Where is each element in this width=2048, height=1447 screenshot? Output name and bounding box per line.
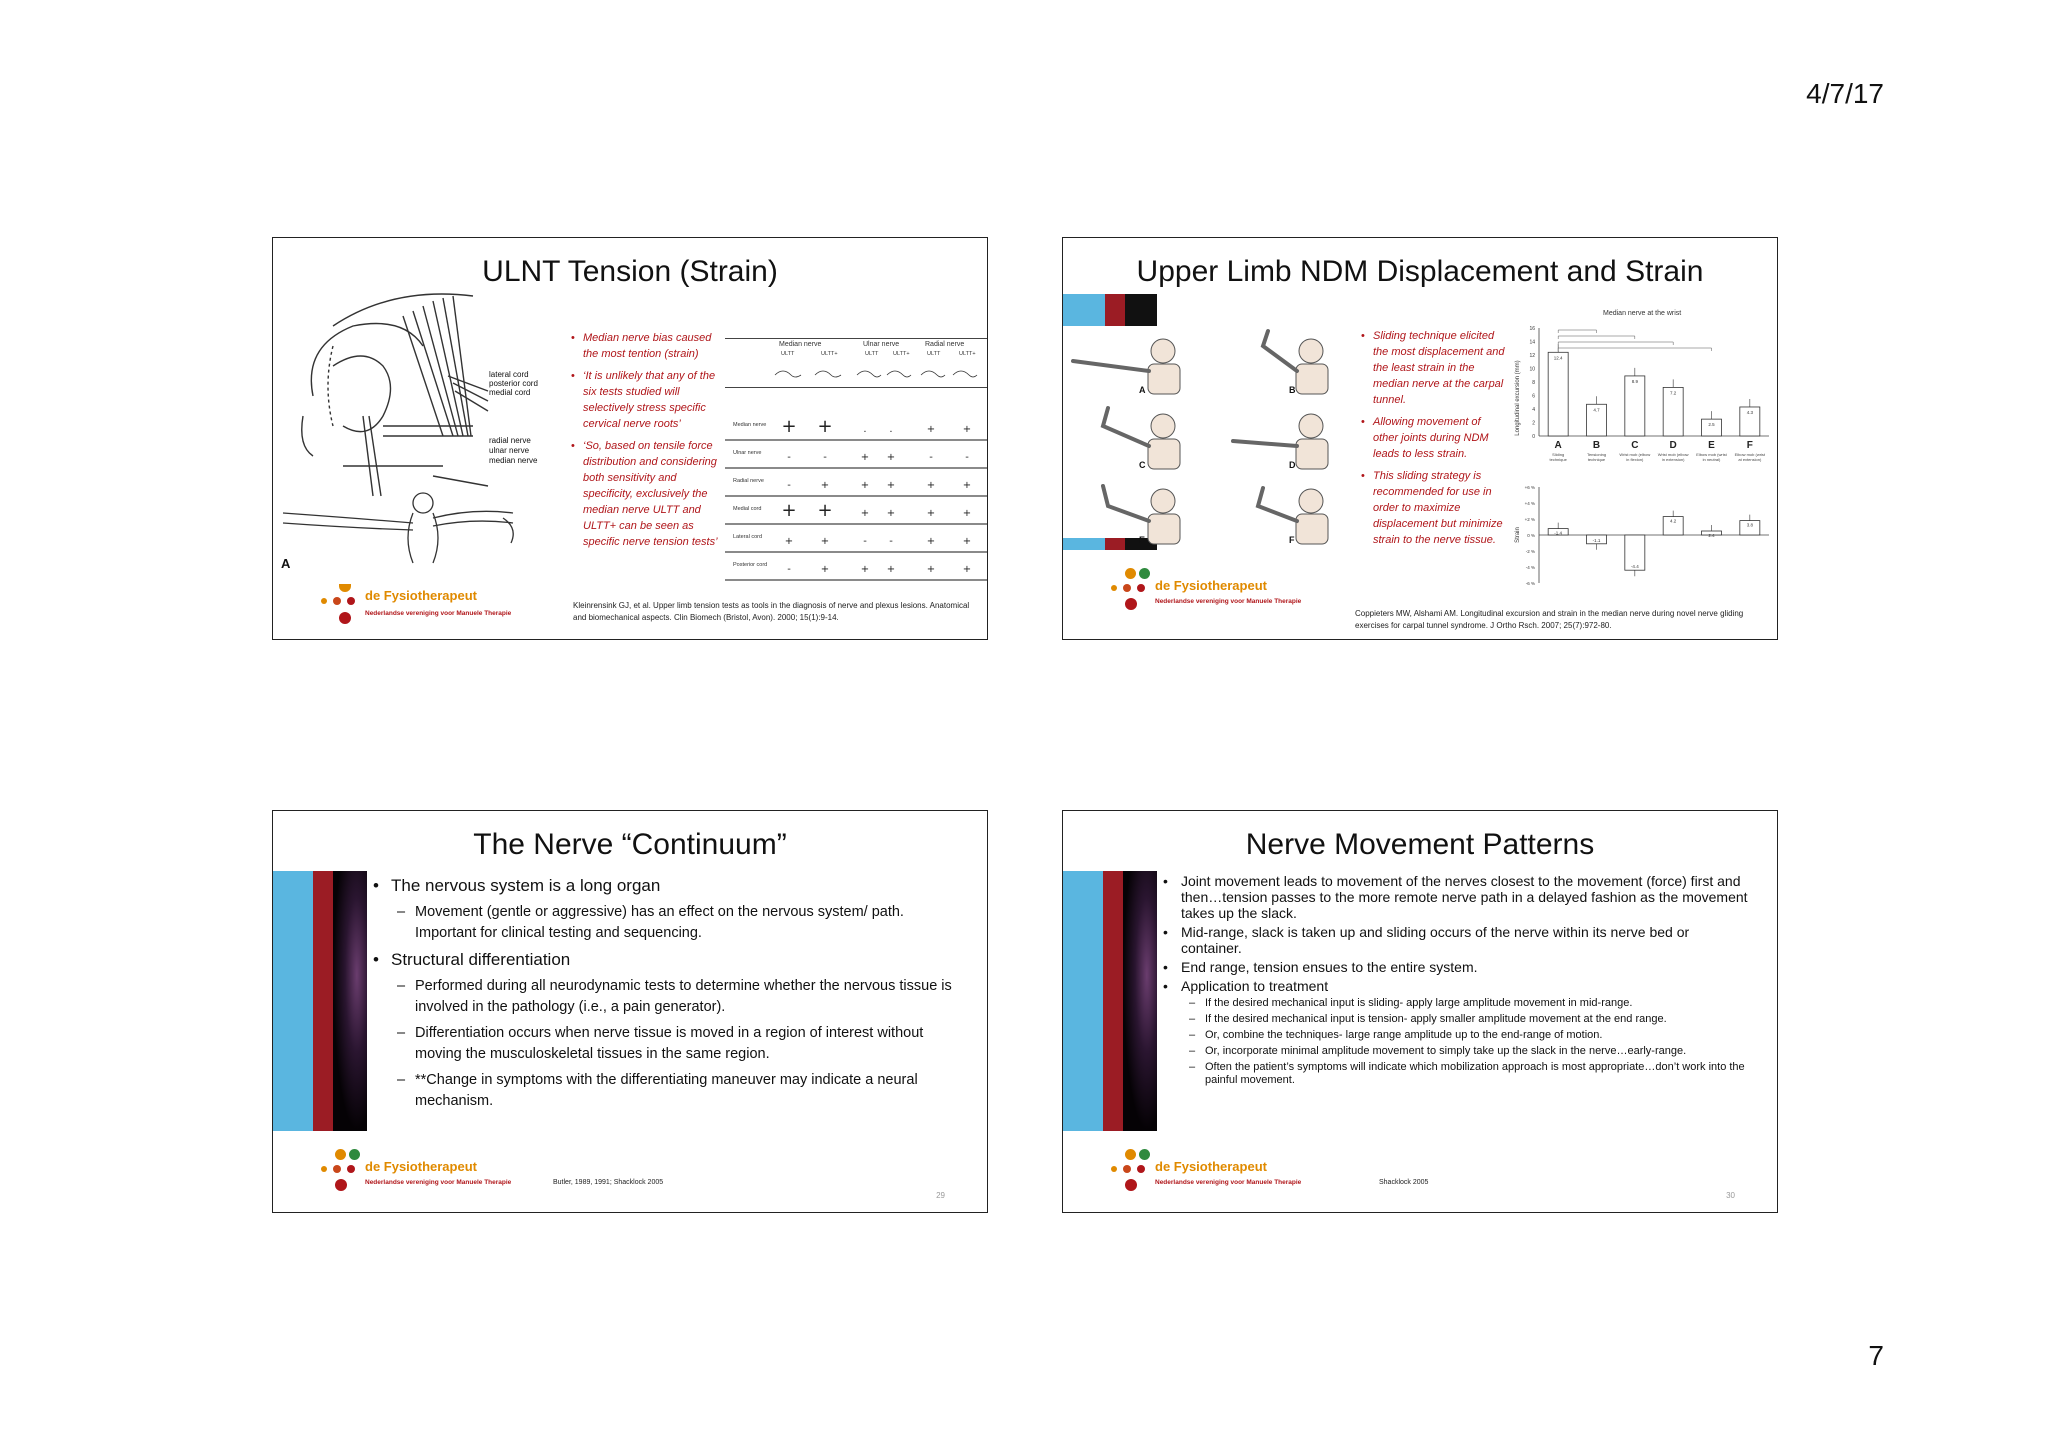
logo-dot	[339, 612, 351, 624]
logo-dot	[1139, 568, 1150, 579]
excursion-chart	[1511, 318, 1775, 478]
limb-pose-icons	[725, 361, 988, 387]
logo-dot	[1139, 1149, 1150, 1160]
subhead: ULTT	[927, 351, 941, 357]
table-row-label: Lateral cord	[733, 534, 763, 540]
bullet-item: • Sliding technique elicited the most displacement and the least strain in the median nerve at the carpal tunnel.	[1373, 328, 1507, 408]
table-cell: +	[886, 508, 896, 519]
list-item: – Or, incorporate minimal amplitude movement to simply take up the slack in the nerve…early-range.	[1161, 1045, 1751, 1058]
stripe-blue	[273, 871, 313, 1131]
y-tick-label: 2	[1532, 420, 1535, 427]
data-label: 4.7	[1593, 407, 1600, 413]
data-label: 8.9	[1631, 378, 1638, 384]
logo-dot	[349, 1149, 360, 1160]
y-tick-label: 12	[1529, 353, 1535, 359]
y-tick-label: 6	[1532, 393, 1535, 400]
table-cell: +	[886, 452, 896, 463]
photo-label-d: D	[1289, 460, 1296, 470]
brand-subtitle: Nederlandse vereniging voor Manuele Therapie	[365, 1179, 512, 1186]
list-item: • The nervous system is a long organ	[371, 875, 961, 896]
label-radial-nerve: radial nerve	[489, 436, 531, 445]
slide-ndm-displacement	[1062, 237, 1778, 640]
group-ulnar: Ulnar nerve	[863, 341, 900, 348]
chart-title: Median nerve at the wrist	[1603, 310, 1682, 317]
table-cell: +	[926, 424, 936, 435]
tension-table	[725, 338, 988, 388]
slide-number: 30	[1726, 1191, 1735, 1200]
subhead: ULTT+	[893, 351, 910, 357]
citation: Kleinrensink GJ, et al. Upper limb tension tests as tools in the diagnosis of nerve and plexus lesions. Anatomical and biomechanical aspects. Clin Biomech (Bristol, Avon). 2000; 15(1):9-14.	[573, 601, 970, 622]
y-tick-label: 14	[1529, 339, 1535, 346]
logo-dot	[321, 1166, 327, 1172]
list-item: – If the desired mechanical input is tension- apply smaller amplitude movement at the end range.	[1161, 1013, 1751, 1026]
category-description: in extension)	[1661, 457, 1685, 462]
category-description: technique	[1549, 457, 1567, 462]
table-cell: -	[863, 536, 867, 547]
y-tick-label: 16	[1529, 326, 1535, 332]
y-tick-label: 8	[1532, 380, 1535, 386]
page-date: 4/7/17	[1806, 78, 1884, 109]
photo-label-f: F	[1289, 535, 1295, 545]
citation: Butler, 1989, 1991; Shacklock 2005	[553, 1179, 664, 1186]
brand-name: de Fysiotherapeut	[1155, 1159, 1267, 1174]
color-stripe	[273, 871, 367, 1131]
logo-dot	[339, 584, 351, 592]
bar	[1625, 376, 1645, 436]
subhead: ULTT+	[959, 351, 976, 357]
list-item: – **Change in symptoms with the differentiating maneuver may indicate a neural mechanism.	[371, 1070, 961, 1112]
data-label: 7.2	[1670, 390, 1677, 396]
table-cell: +	[962, 536, 972, 547]
slide-title: ULNT Tension (Strain)	[482, 255, 778, 288]
y-tick-label: +4 %	[1524, 501, 1535, 506]
table-cell: .	[889, 424, 893, 435]
list-item: • Mid-range, slack is taken up and sliding occurs of the nerve within its nerve bed or container.	[1161, 924, 1751, 956]
data-label: 4.3	[1746, 409, 1753, 415]
stripe-red	[313, 871, 333, 1131]
logo-dot	[1111, 585, 1117, 591]
data-label: 4.2	[1670, 518, 1677, 524]
slide-title: Nerve Movement Patterns	[1245, 828, 1595, 861]
subhead: ULTT+	[821, 351, 838, 357]
data-label: 12.4	[1553, 355, 1563, 361]
y-tick-label: 0 %	[1527, 533, 1535, 538]
list-item: – Differentiation occurs when nerve tissue is moved in a region of interest without moving the musculoskeletal tissues in the same region.	[371, 1023, 961, 1065]
figure-label: A	[281, 556, 291, 571]
table-cell: +	[817, 500, 833, 521]
table-row-label: Radial nerve	[733, 478, 764, 484]
logo-dot	[1123, 1165, 1131, 1173]
y-tick-label: -2 %	[1525, 549, 1535, 554]
brand-logo	[1107, 1149, 1347, 1195]
brand-logo	[1107, 568, 1347, 614]
brand-name: de Fysiotherapeut	[365, 1159, 477, 1174]
table-cell: +	[886, 480, 896, 491]
table-cell: +	[886, 564, 896, 575]
table-cell: +	[781, 500, 797, 521]
bullet-item: • ‘So, based on tensile force distribution and considering both sensitivity and specificity, exclusively the median nerve ULTT and ULTT+ can be seen as specific nerve tension tests’	[583, 438, 721, 550]
slide-number: 29	[936, 1191, 945, 1200]
slide2-bullets	[1359, 328, 1507, 554]
table-cell: +	[820, 480, 830, 491]
table-cell: +	[820, 536, 830, 547]
label-medial-cord: medial cord	[489, 388, 531, 397]
table-cell: +	[962, 424, 972, 435]
anatomy-labels-lower	[489, 436, 537, 466]
label-median-nerve: median nerve	[489, 456, 538, 465]
table-cell: -	[965, 452, 969, 463]
y-axis-label: Strain	[1515, 527, 1521, 543]
table-cell: -	[787, 564, 791, 575]
significance-bracket	[1558, 330, 1596, 333]
list-item: – Performed during all neurodynamic tests to determine whether the nervous tissue is involved in the pathology (i.e., a pain generator).	[371, 976, 961, 1018]
table-cell: +	[781, 416, 797, 437]
label-lateral-cord: lateral cord	[489, 370, 529, 379]
table-row-label: Median nerve	[733, 422, 767, 428]
logo-dot	[347, 1165, 355, 1173]
x-tick-label: A	[1554, 440, 1562, 451]
slide-nerve-continuum	[272, 810, 988, 1213]
table-cell: +	[820, 564, 830, 575]
stripe-black	[333, 871, 367, 1131]
table-cell: +	[926, 536, 936, 547]
y-tick-label: 10	[1529, 366, 1535, 373]
brand-subtitle: Nederlandse vereniging voor Manuele Therapie	[1155, 1179, 1302, 1186]
brand-subtitle: Nederlandse vereniging voor Manuele Therapie	[1155, 598, 1302, 605]
slide-title: Upper Limb NDM Displacement and Strain	[1136, 255, 1704, 288]
slide4-body	[1161, 873, 1751, 1090]
stripe-red	[1105, 294, 1125, 326]
stripe-black	[1125, 294, 1157, 326]
y-tick-label: +6 %	[1524, 485, 1535, 490]
table-row-label: Medial cord	[733, 506, 762, 512]
y-tick-label: -4 %	[1525, 565, 1535, 570]
category-description: Tensioning	[1586, 452, 1607, 457]
table-row-label: Ulnar nerve	[733, 450, 762, 456]
stripe-red	[1103, 871, 1123, 1131]
table-cell: +	[962, 564, 972, 575]
photo-label-a: A	[1139, 385, 1146, 395]
group-median: Median nerve	[779, 341, 822, 348]
color-stripe	[1063, 871, 1157, 1131]
group-radial: Radial nerve	[925, 341, 965, 348]
logo-dot	[1111, 1166, 1117, 1172]
tension-table-rows	[725, 414, 988, 582]
category-description: Wrist mob (elbow	[1657, 452, 1689, 457]
brachial-plexus-illustration	[273, 286, 553, 516]
table-cell: +	[860, 480, 870, 491]
slide-nerve-movement-patterns	[1062, 810, 1778, 1213]
logo-dot	[333, 1165, 341, 1173]
y-tick-label: +2 %	[1524, 517, 1535, 522]
bullet-item: • Median nerve bias caused the most tention (strain)	[583, 330, 721, 362]
photo-label-b: B	[1289, 385, 1296, 395]
list-item: • End range, tension ensues to the entire system.	[1161, 959, 1751, 975]
label-posterior-cord: posterior cord	[489, 379, 538, 388]
bullet-item: • Allowing movement of other joints during NDM leads to less strain.	[1373, 414, 1507, 462]
data-label: -1.4	[1554, 530, 1563, 536]
logo-dot	[1125, 1149, 1136, 1160]
list-item: – If the desired mechanical input is sliding- apply large amplitude movement in mid-range.	[1161, 997, 1751, 1010]
category-description: at extension)	[1738, 457, 1762, 462]
exercise-photos	[1063, 326, 1363, 546]
list-item: – Movement (gentle or aggressive) has an effect on the nervous system/ path. Important for clinical testing and sequencing.	[371, 902, 961, 944]
photo-label-e: E	[1139, 535, 1146, 545]
logo-dot	[333, 597, 341, 605]
category-description: Sliding	[1552, 452, 1565, 457]
data-label: 2.4	[1708, 533, 1715, 538]
table-cell: -	[787, 480, 791, 491]
list-item: • Joint movement leads to movement of the nerves closest to the movement (force) first and then…tension passes to the more remote nerve path in a delayed fashion as the movement takes up the slack.	[1161, 873, 1751, 921]
table-cell: +	[860, 508, 870, 519]
y-axis-label: Longitudinal excursion (mm)	[1515, 360, 1521, 436]
category-description: Elbow mob (wrist	[1734, 452, 1766, 457]
logo-dot	[1125, 598, 1137, 610]
bullet-item: • ‘It is unlikely that any of the six tests studied will selectively stress specific cervical nerve roots’	[583, 368, 721, 432]
slide3-body	[371, 875, 961, 1117]
photo-label-c: C	[1139, 460, 1146, 470]
y-tick-label: 4	[1532, 407, 1535, 413]
data-label: -4.4	[1630, 564, 1639, 570]
table-cell: +	[784, 536, 794, 547]
page-number: 7	[1868, 1340, 1884, 1371]
table-cell: +	[926, 508, 936, 519]
list-item: • Structural differentiation	[371, 949, 961, 970]
citation: Shacklock 2005	[1379, 1179, 1429, 1186]
brand-name: de Fysiotherapeut	[365, 588, 477, 603]
logo-dot	[335, 1149, 346, 1160]
label-ulnar-nerve: ulnar nerve	[489, 446, 530, 455]
slide1-bullets	[569, 330, 721, 556]
table-cell: +	[926, 480, 936, 491]
logo-dot	[1137, 584, 1145, 592]
table-row-label: Posterior cord	[733, 562, 768, 568]
subhead: ULTT	[865, 351, 879, 357]
table-cell: -	[929, 452, 933, 463]
logo-dot	[347, 597, 355, 605]
citation: Coppieters MW, Alshami AM. Longitudinal excursion and strain in the median nerve during novel nerve gliding exercises for carpal tunnel syndrome. J Ortho Rsch. 2007; 25(7):972-80.	[1355, 609, 1744, 630]
logo-dot	[1137, 1165, 1145, 1173]
anatomy-labels	[489, 370, 538, 397]
category-description: Elbow mob (wrist	[1696, 452, 1727, 457]
ulnt-figure-illustration	[273, 488, 533, 568]
x-tick-label: B	[1592, 440, 1601, 451]
category-description: in neutral)	[1702, 457, 1721, 462]
stripe-blue	[1063, 294, 1105, 326]
list-item: • Application to treatment	[1161, 978, 1751, 994]
table-cell: -	[889, 536, 893, 547]
y-tick-label: 0	[1532, 434, 1535, 440]
table-cell: -	[787, 452, 791, 463]
significance-bracket	[1558, 342, 1673, 345]
category-description: technique	[1587, 457, 1606, 462]
y-tick-label: -6 %	[1525, 581, 1535, 586]
x-tick-label: E	[1708, 440, 1715, 451]
significance-bracket	[1558, 336, 1635, 339]
table-cell: +	[860, 564, 870, 575]
table-cell: +	[817, 416, 833, 437]
logo-dot	[335, 1179, 347, 1191]
list-item: – Or, combine the techniques- large range amplitude up to the end-range of motion.	[1161, 1029, 1751, 1042]
brand-logo	[317, 586, 557, 632]
x-tick-label: F	[1746, 440, 1753, 451]
category-description: Wrist mob (elbow	[1619, 452, 1651, 457]
data-label: -1.1	[1592, 537, 1601, 543]
list-item: – Often the patient’s symptoms will indicate which mobilization approach is most appropriate…don’t work into the painful movement.	[1161, 1061, 1751, 1087]
logo-dot	[321, 598, 327, 604]
brand-name: de Fysiotherapeut	[1155, 578, 1267, 593]
subhead: ULTT	[781, 351, 795, 357]
table-cell: +	[926, 564, 936, 575]
brand-logo	[317, 1149, 557, 1195]
stripe-black	[1123, 871, 1157, 1131]
table-cell: +	[962, 508, 972, 519]
significance-bracket	[1558, 348, 1711, 351]
strain-chart	[1511, 483, 1775, 588]
bullet-item: • This sliding strategy is recommended for use in order to maximize displacement but minimize strain to the nerve tissue.	[1373, 468, 1507, 548]
slide-title: The Nerve “Continuum”	[473, 828, 787, 861]
stripe-blue	[1063, 871, 1103, 1131]
color-stripe	[1063, 294, 1157, 326]
table-cell: .	[863, 424, 867, 435]
slide-ulnt-tension	[272, 237, 988, 640]
brand-subtitle: Nederlandse vereniging voor Manuele Therapie	[365, 610, 512, 617]
logo-dot	[1125, 568, 1136, 579]
table-cell: +	[860, 452, 870, 463]
data-label: 2.5	[1708, 422, 1715, 428]
x-tick-label: D	[1669, 440, 1677, 451]
table-cell: -	[823, 452, 827, 463]
x-tick-label: C	[1631, 440, 1639, 451]
logo-dot	[1125, 1179, 1137, 1191]
category-description: in flexion)	[1626, 457, 1644, 462]
bar	[1548, 352, 1568, 436]
table-cell: +	[962, 480, 972, 491]
logo-dot	[1123, 584, 1131, 592]
data-label: 3.8	[1746, 522, 1753, 528]
